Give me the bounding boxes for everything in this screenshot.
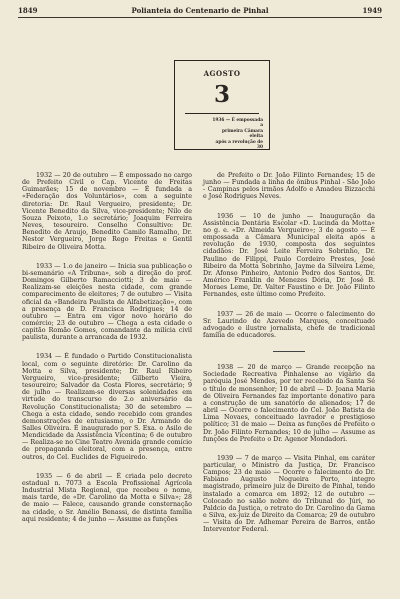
entry-1937: 1937 — 26 de maio — Ocorre o falecimento do Sr. Laurindo de Azevedo Marques, conceituado advogado e ilustre jornalista, chefe de tradicional família de educadores.	[203, 310, 375, 339]
caption-line: 1936 — É empossada a	[212, 118, 263, 129]
entry-1935-cont: de Prefeito o Dr. João Filinto Fernandes; 15 de junho — Fundada a linha de ônibus Pinhal - São João - Campinas pelos irmãos Adolfo e Amadeu Bizzacchi e José Rodrigues Neves.	[203, 172, 375, 201]
entry-1932: 1932 — 20 de outubro — É empossado no cargo de Prefeito Civil o Cap. Vicente de Freitas Guimarães; 15 de novembro — É fundada a «Federação dos Voluntários», com a seguinte diretoria: Dr. Raul Vergueiro, presidente; Dr. Vicente Benedito da Silva, vice-presidente; Nilo de Souza Peixoto, 1.o secretário; Joaquim Ferreira Neves, tesoureiro. Conselho Consultivo: Dr. Benedito de Araujo, Benedito Camilo Ramalho, Dr. Nestor Vergueiro, Jorge Rego Freitas e Gentil Ribeiro de Oliveira Motta.	[22, 172, 192, 251]
right-column	[203, 172, 375, 546]
header-year-left: 1849	[18, 6, 38, 15]
header-rule	[18, 17, 382, 18]
caption-line: após a revolução de 30	[215, 139, 263, 151]
entry-1938: 1938 — 20 de março — Grande recepção na Sociedade Recreativa Pinhalense ao vigário da paróquia José Mendes, por ter recebido da Santa Sé o título de monsenhor; 10 de abril — D. Joana Maria de Oliveira Fernandes faz importante donativo para a construção de um sanatório de alienados; 17 de abril — Ocorre o falecimento do Cel. João Batista de Lima Novaes, conceituado lavrador e prestigioso político; 31 de maio — Deixa as funções de Prefeito o Dr. João Filinto Fernandes; 10 de julho — Assume as funções de Prefeito o Dr. Agenor Mondadori.	[203, 364, 375, 443]
header-title: Polianteia do Centenario de Pinhal	[131, 6, 269, 15]
header-year-right: 1949	[362, 6, 382, 15]
left-column	[22, 172, 192, 535]
date-box-caption	[211, 118, 263, 150]
entry-1933: 1933 — 1.o de janeiro — Inicia sua publicação o bi-semanário «A Tribuna», sob a direção do prof. Domingos Gilberto Ramacciotti; 3 de maio — Realizam-se eleições nesta cidade, com grande comparecimento de eleitores; 7 de outubro — Visita oficial da «Bandeira Paulista de Alfabetização», com a presença de D. Francisca Rodrigues; 14 de outubro — Entra em vigor novo horário do comércio; 23 de outubro — Chega a esta cidade o capitão Romão Gomes, comandante da milícia civil paulista, durante a arrancada de 1932.	[22, 262, 192, 342]
caption-line: primeira Câmara eleita	[222, 128, 263, 140]
section-divider	[273, 351, 305, 352]
entry-1936: 1936 — 10 de junho — Inauguração da Assistência Dentária Escolar «D. Lucinda da Motta» no g. e. «Dr. Almeida Vergueiro»; 3 de agosto — É empossada a Câmara Municipal eleita após a revolução de 1930, composta dos seguintes cidadãos: Dr. José Leite Ferreira Sobrinho, Dr. Paulino de Filippi, Paulo Cordeiro Prestes, José Ribeiro da Motta Sobrinho, Jayme da Silveira Leme, Dr. Afonso Pinheiro, Antonio Pedro dos Santos, Dr. Américo Franklin de Menezes Dória, Dr. José B. Moraes Leme, Dr. Valter Faustino e Dr. João Filinto Fernandes, este último como Prefeito.	[203, 212, 375, 299]
entry-1934: 1934 — É fundado o Partido Constitucionalista local, com o seguinte diretório: Dr. Carolino da Motta e Silva, presidente; Dr. Raul Ribeiro Vergueiro, vice-presidente; Gilberto Vieira, tesoureiro; Salvador da Costa Flores, secretário; 9 de julho — Realizam-se diversas solenidades em virtude do transcurso do 2.o aniversário da Revolução Constitucionalista; 30 de setembro — Chega a esta cidade, sendo recebido com grandes demonstrações de entusiasmo, o Dr. Armando de Salles Oliveira. É inaugurado por S. Exa. o Asilo de Mendicidade da Assistência Vicentina; 6 de outubro — Realiza-se no Cine Teatro Avenida grande comício de propaganda eleitoral, com a presença, entre outros, do Cel. Euclides de Figueiredo.	[22, 353, 192, 461]
date-box	[174, 60, 270, 150]
entry-1935: 1935 — 6 de abril — É criada pelo decreto estadual n. 7073 a Escola Profissional Agrícola Industrial Mista Regional, que recebeu o nome, mais tarde, de «Dr. Carolino da Motta e Silva»; 28 de maio — Falece, causando grande consternação na cidade, o Sr. Amélio Benassi, de distinta família aqui residente; 4 de junho — Assume as funções	[22, 472, 192, 523]
date-month: AGOSTO	[203, 69, 241, 78]
date-day: 3	[213, 81, 230, 108]
date-box-rule	[185, 113, 259, 114]
entry-1939: 1939 — 7 de março — Visita Pinhal, em caráter particular, o Ministro da Justiça, Dr. Francisco Campos; 23 de maio — Ocorre o falecimento do Dr. Fabiano Augusto Nogueira Porto, integro magistrado, primeiro juiz de Direito de Pinhal, tendo instalado a comarca em 1892; 12 de outubro — Colocado no salão nobre do Tribunal do Júri, no Paldcio da Justiça, o retrato do Dr. Carolino da Gama e Silva, ex-juiz de Direito da Comarca; 29 de outubro — Visita do Dr. Adhemar Pereira de Barros, então Interventor Federal.	[203, 454, 375, 534]
